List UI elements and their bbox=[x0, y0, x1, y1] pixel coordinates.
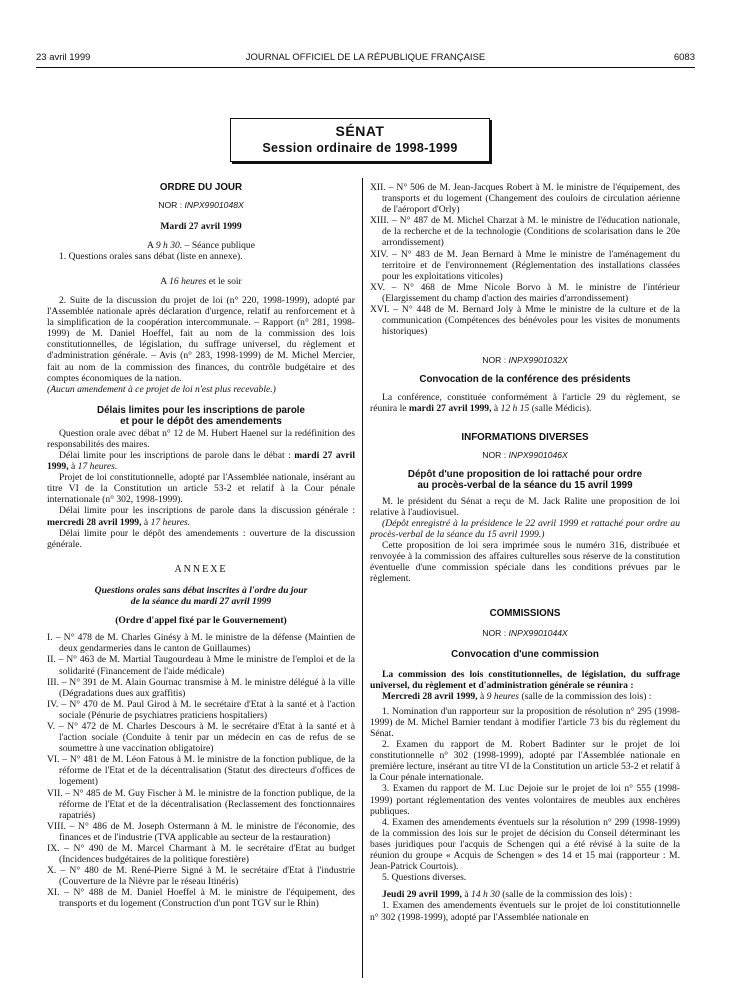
senate-title-box bbox=[230, 118, 490, 162]
header-journal-title: JOURNAL OFFICIEL DE LA RÉPUBLIQUE FRANÇAISE bbox=[245, 52, 486, 63]
commission-item: 2. Examen du rapport de M. Robert Badinter sur le projet de loi constitutionnelle n° 302 (1998-1999), adopté par l'Assemblée nationale en première lecture, insérant au titre VI de la Constitution un article 53-2 et relatif à la Cour pénale internationale. bbox=[370, 739, 680, 784]
depot-paragraph-1: M. le président du Sénat a reçu de M. Jack Ralite une proposition de loi relative à l'audiovisuel. bbox=[370, 495, 680, 518]
convocation-commission-heading: Convocation d'une commission bbox=[451, 649, 599, 661]
question-item: XIII. – N° 487 de M. Michel Charzat à M. le ministre de l'éducation nationale, de la recherche et de la technologie (Conditions de scolarisation dans le 20e arrondissement) bbox=[370, 215, 680, 249]
agenda-item-2: 2. Suite de la discussion du projet de loi (n° 220, 1998-1999), adopté par l'Assemblée nationale après déclaration d'urgence, relatif au renforcement et à la simplification de la coopération intercommunale. – Rapport (n° 281, 1998-1999) de M. Daniel Hoeffel, fait au nom de la commission des lois constitutionnelles, de législation, du suffrage universel, du règlement et d'administration générale. – Avis (n° 283, 1998-1999) de M. Michel Mercier, fait au nom de la commission des finances, du contrôle budgétaire et des comptes économiques de la nation. bbox=[47, 294, 355, 384]
afternoon-session-time: A 16 heures et le soir bbox=[160, 275, 242, 287]
question-item: VII. – N° 485 de M. Guy Fischer à M. le ministre de la fonction publique, de la réforme de l'Etat et de la décentralisation (Reclassement des fonctionnaires rapatriés) bbox=[47, 787, 355, 821]
nor-reference: NOR : INPX9901046X bbox=[482, 449, 568, 460]
commissions-heading: COMMISSIONS bbox=[489, 608, 561, 620]
session-day: Mardi 27 avril 1999 bbox=[160, 220, 242, 232]
informations-diverses-heading: INFORMATIONS DIVERSES bbox=[461, 432, 589, 444]
left-column bbox=[47, 182, 355, 910]
delais-heading: Délais limites pour les inscriptions de parole et pour le dépôt des amendements bbox=[97, 404, 305, 428]
depot-paragraph-3: Cette proposition de loi sera imprimée sous le numéro 316, distribuée et renvoyée à la commission des affaires culturelles sous réserve de la constitution éventuelle d'une commission spéciale dans les conditions prévues par le règlement. bbox=[370, 540, 680, 585]
delais-paragraph-5: Délai limite pour le dépôt des amendements : ouverture de la discussion générale. bbox=[47, 527, 355, 550]
annexe-heading: ANNEXE bbox=[174, 563, 228, 575]
question-item: IV. – N° 470 de M. Paul Girod à M. le secrétaire d'Etat à la santé et à l'action sociale (Pénurie de psychiatres praticiens hospitaliers) bbox=[47, 698, 355, 721]
question-item: II. – N° 463 de M. Martial Taugourdeau à Mme le ministre de l'emploi et de la solidarité (Financement de l'aide médicale) bbox=[47, 654, 355, 677]
morning-session-time: A 9 h 30. – Séance publique bbox=[147, 239, 255, 251]
commission-item: 1. Examen des amendements éventuels sur le projet de loi constitutionnelle n° 302 (1998-1999), adopté par l'Assemblée nationale en bbox=[370, 900, 680, 923]
agenda-item-2-note: (Aucun amendement à ce projet de loi n'est plus recevable.) bbox=[47, 383, 276, 395]
commission-intro: La commission des lois constitutionnelles, de législation, du suffrage universel, du règlement et d'administration générale se réunira : bbox=[370, 668, 680, 691]
nor-code: INPX9901044X bbox=[508, 627, 568, 638]
question-item: VIII. – N° 486 de M. Joseph Ostermann à M. le ministre de l'économie, des finances et de l'industrie (TVA applicable au secteur de la restauration) bbox=[47, 820, 355, 843]
question-item: X. – N° 480 de M. René-Pierre Signé à M. le secrétaire d'Etat à l'industrie (Couverture de la Nièvre par le réseau Itinéris) bbox=[47, 865, 355, 888]
delais-paragraph-4: Délai limite pour les inscriptions de parole dans la discussion générale : mercredi 28 avril 1999, à 17 heures. bbox=[47, 505, 355, 528]
jeudi-session: Jeudi 29 avril 1999, à 14 h 30 (salle de la commission des lois) : bbox=[382, 889, 633, 901]
nor-code: INPX9901048X bbox=[184, 199, 244, 210]
depot-proposition-heading: Dépôt d'une proposition de loi rattaché pour ordre au procès-verbal de la séance du 15 avril 1999 bbox=[407, 468, 643, 492]
question-item: IX. – N° 490 de M. Marcel Charmant à M. le secrétaire d'Etat au budget (Incidences budgétaires de la politique forestière) bbox=[47, 843, 355, 866]
nor-code: INPX9901046X bbox=[508, 449, 568, 460]
session-title: Session ordinaire de 1998-1999 bbox=[262, 141, 458, 155]
question-item: V. – N° 472 de M. Charles Descours à M. le secrétaire d'Etat à la santé et à l'action sociale (Conduite à tenir par un médecin en cas de refus de se soumettre à une vaccination obligatoire) bbox=[47, 720, 355, 755]
agenda-item-1: 1. Questions orales sans débat (liste en annexe). bbox=[59, 250, 243, 262]
nor-reference: NOR : INPX9901032X bbox=[482, 355, 568, 366]
delais-paragraph-1: Question orale avec débat n° 12 de M. Hubert Haenel sur la redéfinition des responsabilités des maires. bbox=[47, 427, 355, 450]
nor-reference: NOR : INPX9901044X bbox=[482, 627, 568, 638]
senate-title: SÉNAT bbox=[335, 123, 385, 139]
nor-reference: NOR : INPX9901048X bbox=[158, 199, 244, 210]
question-item: XV. – N° 468 de Mme Nicole Borvo à M. le ministre de l'intérieur (Elargissement du champ d'action des mairies d'arrondissement) bbox=[370, 281, 680, 304]
commission-item: 4. Examen des amendements éventuels sur la résolution n° 299 (1998-1999) de la commission des lois sur le projet de décision du Conseil déterminant les bases juridiques pour l'acquis de Schengen qui a été révisé à la suite de la réunion du groupe « Acquis de Schengen » des 14 et 15 mai (rapporteur : M. Jean-Patrick Courtois). bbox=[370, 816, 680, 873]
right-column bbox=[370, 182, 680, 923]
header-date: 23 avril 1999 bbox=[36, 52, 91, 63]
question-item: XIV. – N° 483 de M. Jean Bernard à Mme le ministre de l'aménagement du territoire et de l'environnement (Réglementation des installations classées pour les exploitations viticoles) bbox=[370, 248, 680, 282]
commission-item: 1. Nomination d'un rapporteur sur la proposition de résolution n° 295 (1998-1999) de M. Michel Barnier tendant à modifier l'article 73 bis du règlement du Sénat. bbox=[370, 705, 680, 739]
question-item: XII. – N° 506 de M. Jean-Jacques Robert à M. le ministre de l'équipement, des transports et du logement (Changement des couloirs de circulation aérienne de l'aéroport d'Orly) bbox=[370, 182, 680, 216]
question-item: III. – N° 391 de M. Alain Gournac transmise à M. le ministre délégué à la ville (Dégradations dues aux graffitis) bbox=[47, 676, 355, 699]
ordre-du-jour-heading: ORDRE DU JOUR bbox=[159, 182, 243, 193]
conference-presidents-heading: Convocation de la conférence des présidents bbox=[419, 374, 631, 386]
header-rule bbox=[36, 67, 695, 68]
header-page-number: 6083 bbox=[673, 52, 695, 63]
running-header bbox=[36, 52, 695, 66]
question-item: I. – N° 478 de M. Charles Ginésy à M. le ministre de la défense (Maintien de deux gendarmeries dans le canton de Guillaumes) bbox=[47, 632, 355, 655]
ordre-appel-heading: (Ordre d'appel fixé par le Gouvernement) bbox=[115, 615, 287, 627]
question-item: XVI. – N° 448 de M. Bernard Joly à Mme le ministre de la culture et de la communication (Compétences des bénévoles pour les visites de monuments historiques) bbox=[370, 304, 680, 338]
depot-paragraph-2: (Dépôt enregistré à la présidence le 22 avril 1999 et rattaché pour ordre au procès-verbal de la séance du 15 avril 1999.) bbox=[370, 517, 680, 540]
delais-paragraph-2: Délai limite pour les inscriptions de parole dans le débat : mardi 27 avril 1999, à 17 heures. bbox=[47, 450, 356, 473]
question-item: XI. – N° 488 de M. Daniel Hoeffel à M. le ministre de l'équipement, des transports et du logement (Construction d'un pont TGV sur le Rhin) bbox=[47, 887, 355, 910]
commission-item: 5. Questions diverses. bbox=[382, 872, 467, 884]
nor-code: INPX9901032X bbox=[508, 355, 568, 366]
delais-paragraph-3: Projet de loi constitutionnelle, adopté par l'Assemblée nationale, insérant au titre VI de la Constitution un article 53-2 et relatif à la Cour pénale internationale (n° 302, 1998-1999). bbox=[47, 472, 355, 506]
questions-heading: Questions orales sans débat inscrites à l'ordre du jour de la séance du mardi 27 avril 1999 bbox=[94, 584, 308, 608]
conference-presidents-text: La conférence, constituée conformément à l'article 29 du règlement, se réunira le mardi 27 avril 1999, à 12 h 15 (salle Médicis). bbox=[370, 391, 680, 414]
column-divider bbox=[362, 178, 363, 978]
commission-item: 3. Examen du rapport de M. Luc Dejoie sur le projet de loi n° 555 (1998-1999) portant réglementation des ventes volontaires de meubles aux enchères publiques. bbox=[370, 783, 680, 817]
mercredi-session: Mercredi 28 avril 1999, à 9 heures (salle de la commission des lois) : bbox=[382, 690, 652, 702]
question-item: VI. – N° 481 de M. Léon Fatous à M. le ministre de la fonction publique, de la réforme de l'Etat et de la décentralisation (Statut des directeurs d'offices de logement) bbox=[47, 754, 355, 788]
